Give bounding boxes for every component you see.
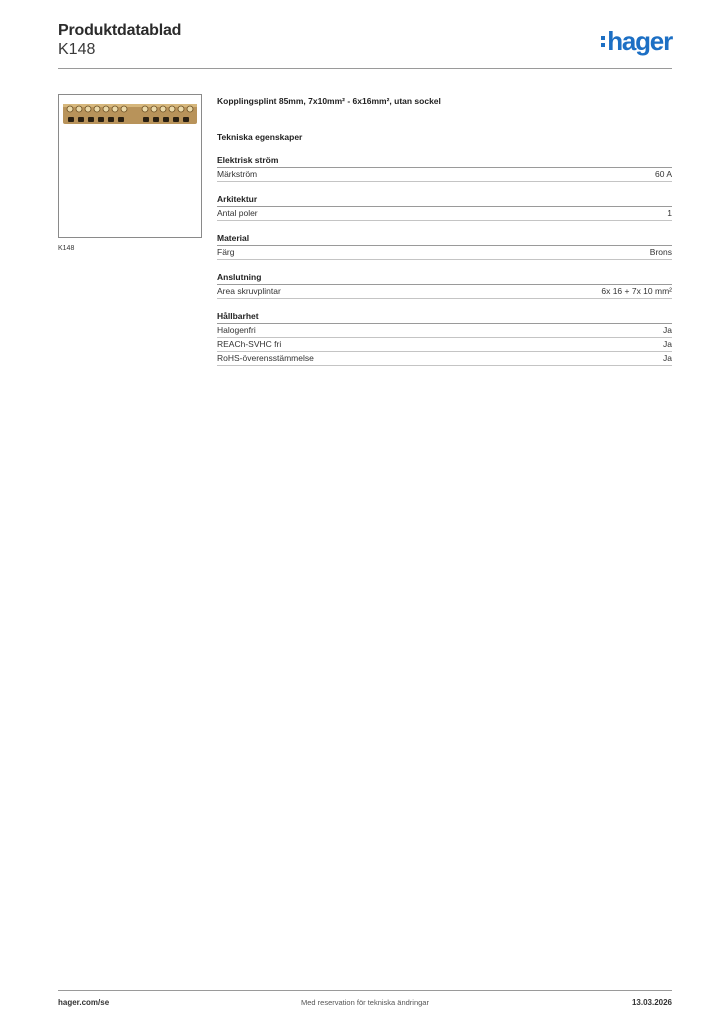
group-title: Elektrisk ström bbox=[217, 154, 672, 168]
spec-label: RoHS-överensstämmelse bbox=[217, 353, 314, 363]
spec-label: Halogenfri bbox=[217, 325, 256, 335]
group-title: Anslutning bbox=[217, 271, 672, 285]
spec-group-sustainability bbox=[217, 310, 672, 366]
spec-group-electrical bbox=[217, 154, 672, 182]
print-date: 13.03.2026 bbox=[631, 998, 672, 1007]
spec-value: Ja bbox=[663, 353, 672, 363]
spec-row bbox=[217, 207, 672, 221]
spec-label: Area skruvplintar bbox=[217, 286, 281, 296]
page-header bbox=[58, 22, 672, 70]
image-caption: K148 bbox=[58, 245, 75, 252]
website-link[interactable]: hager.com/se bbox=[58, 998, 110, 1007]
hager-logo-icon bbox=[601, 36, 605, 47]
document-title: Produktdatablad bbox=[58, 22, 182, 39]
article-number: K148 bbox=[58, 41, 96, 58]
footer-divider bbox=[58, 990, 672, 991]
spec-label: Antal poler bbox=[217, 208, 258, 218]
spec-value: 60 A bbox=[654, 169, 672, 179]
spec-group-architecture bbox=[217, 193, 672, 221]
group-title: Hållbarhet bbox=[217, 310, 672, 324]
spec-value: Ja bbox=[663, 325, 672, 335]
terminal-block-icon bbox=[63, 100, 197, 128]
spec-label: Märkström bbox=[217, 169, 258, 179]
logo-text: hager bbox=[607, 26, 672, 56]
spec-label: Färg bbox=[217, 247, 235, 257]
spec-row bbox=[217, 246, 672, 260]
group-title: Arkitektur bbox=[217, 193, 672, 207]
brand-logo bbox=[601, 28, 672, 54]
spec-value: 1 bbox=[667, 208, 672, 218]
group-title: Material bbox=[217, 232, 672, 246]
product-description: Kopplingsplint 85mm, 7x10mm² - 6x16mm², utan sockel bbox=[217, 96, 441, 106]
spec-row bbox=[217, 285, 672, 299]
spec-value: 6x 16 + 7x 10 mm² bbox=[601, 286, 672, 296]
spec-group-connection bbox=[217, 271, 672, 299]
spec-value: Ja bbox=[663, 339, 672, 349]
spec-label: REACh-SVHC fri bbox=[217, 339, 282, 349]
spec-row bbox=[217, 168, 672, 182]
disclaimer: Med reservation för tekniska ändringar bbox=[301, 998, 429, 1007]
spec-row bbox=[217, 324, 672, 338]
spec-value: Brons bbox=[649, 247, 672, 257]
section-heading: Tekniska egenskaper bbox=[217, 132, 303, 142]
spec-group-material bbox=[217, 232, 672, 260]
spec-row bbox=[217, 338, 672, 352]
header-divider bbox=[58, 68, 672, 69]
spec-row bbox=[217, 352, 672, 366]
product-image bbox=[58, 94, 202, 238]
specifications bbox=[217, 94, 672, 366]
